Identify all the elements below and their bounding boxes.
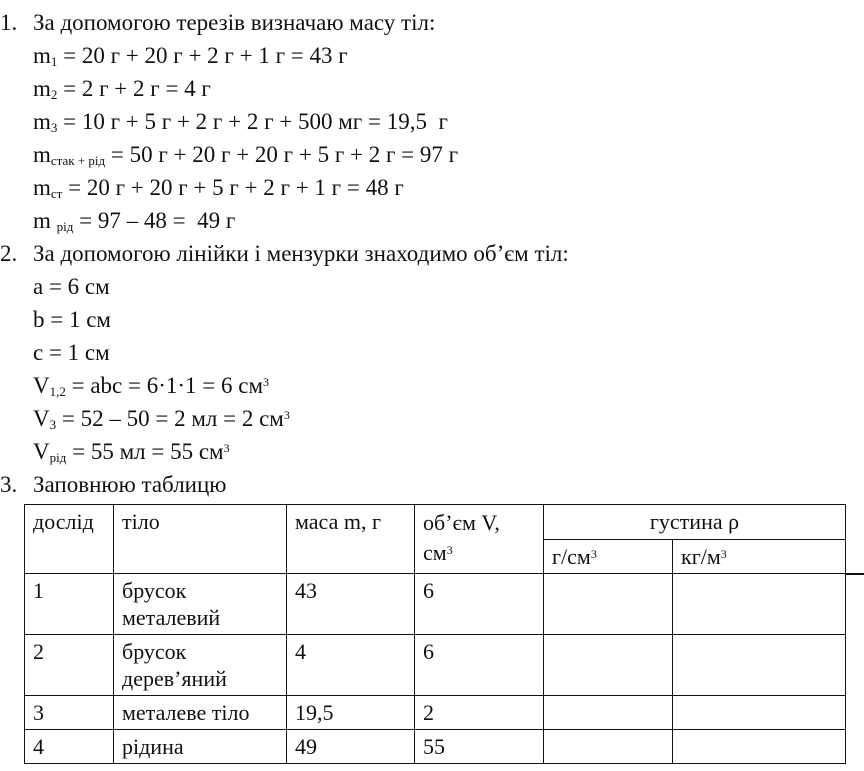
formula-sup: 3 [263, 375, 270, 389]
formula-sub: 3 [50, 120, 58, 135]
formula-sub: 1 [50, 54, 58, 69]
unit-sup: 3 [590, 547, 597, 561]
formula-base: m [33, 208, 57, 233]
formula-base: V [33, 406, 50, 431]
formula-rest: = 55 мл = 55 см [66, 439, 224, 464]
formula-rest: = 20 г + 20 г + 2 г + 1 г = 43 г [57, 43, 348, 68]
cell-mass: 49 [287, 730, 415, 764]
formula-base: m [33, 175, 51, 200]
formula-line [0, 105, 864, 138]
formula-base: m [33, 76, 51, 101]
section-title: Заповнюю таблицю [33, 472, 227, 497]
table-row [25, 730, 846, 764]
header-density: густина ρ [544, 505, 846, 540]
cell-rho_g [544, 730, 673, 764]
cell-rho_g [544, 635, 673, 696]
cell-volume: 6 [415, 574, 544, 635]
formula-line [0, 171, 864, 204]
cell-n: 3 [25, 696, 114, 730]
cell-n: 1 [25, 574, 114, 635]
section-3-heading [0, 468, 864, 501]
unit: г/см [552, 544, 591, 569]
cell-n: 4 [25, 730, 114, 764]
table-row [25, 574, 846, 635]
formula-sub: рід [49, 450, 67, 465]
formula-line [0, 435, 864, 468]
section-title: За допомогою лінійки і мензурки знаходимо об’єм тіл: [33, 241, 569, 266]
cell-mass: 43 [287, 574, 415, 635]
formula-sub: 2 [50, 87, 58, 102]
formula-rest: = 2 г + 2 г = 4 г [57, 76, 211, 101]
formula-base: V [33, 439, 50, 464]
header-density-kg [673, 540, 846, 574]
formula-base: m [33, 43, 51, 68]
formula-base: b = 1 см [33, 307, 111, 332]
cell-rho_kg [673, 635, 846, 696]
unit: кг/м [681, 544, 721, 569]
formula-rest: = 20 г + 20 г + 5 г + 2 г + 1 г = 48 г [62, 175, 404, 200]
cell-rho_kg [673, 730, 846, 764]
formula-base: V [33, 373, 50, 398]
formula-line [0, 303, 864, 336]
formula-sub: 1,2 [49, 384, 66, 399]
cell-body: рідина [114, 730, 287, 764]
formula-rest: = 10 г + 5 г + 2 г + 2 г + 500 мг = 19,5 г [57, 109, 448, 134]
cell-n: 2 [25, 635, 114, 696]
formula-line [0, 72, 864, 105]
formula-sub: ст [50, 186, 63, 201]
cell-rho_g [544, 696, 673, 730]
header-density-g [544, 540, 673, 574]
table-wrapper [0, 504, 864, 764]
header-body: тіло [114, 505, 287, 574]
formula-base: a = 6 см [33, 274, 110, 299]
formula-base: m [33, 109, 51, 134]
formula-rest: = 50 г + 20 г + 20 г + 5 г + 2 г = 97 г [105, 142, 459, 167]
formula-sup: 3 [283, 408, 290, 422]
formula-line [0, 369, 864, 402]
cell-mass: 19,5 [287, 696, 415, 730]
cell-volume: 55 [415, 730, 544, 764]
cell-body: брусок металевий [114, 574, 287, 635]
cell-mass: 4 [287, 635, 415, 696]
cell-rho_kg [673, 696, 846, 730]
table-row [25, 635, 846, 696]
formula-sub: рід [56, 219, 74, 234]
cell-volume: 2 [415, 696, 544, 730]
formula-rest: = abc = 6·1·1 = 6 см [65, 373, 264, 398]
section-title: За допомогою терезів визначаю масу тіл: [33, 10, 436, 35]
formula-line [0, 204, 864, 237]
formula-sub: стак + рід [50, 153, 106, 168]
volume-unit-sup: 3 [446, 543, 453, 557]
formula-line [0, 336, 864, 369]
section-number: 2. [0, 241, 18, 266]
mass-lines [0, 39, 864, 237]
formula-line [0, 39, 864, 72]
cell-rho_g [544, 574, 673, 635]
cell-body: металеве тіло [114, 696, 287, 730]
results-table [24, 504, 846, 764]
formula-line [0, 402, 864, 435]
unit-sup: 3 [720, 547, 727, 561]
section-1-heading [0, 6, 864, 39]
formula-sup: 3 [223, 441, 230, 455]
cell-rho_kg [673, 574, 846, 635]
formula-rest: = 97 – 48 = 49 г [73, 208, 236, 233]
volume-lines [0, 270, 864, 468]
section-number: 1. [0, 10, 18, 35]
table-row [25, 696, 846, 730]
table-line-extension [845, 573, 864, 575]
formula-rest: = 52 – 50 = 2 мл = 2 см [56, 406, 284, 431]
formula-sub: 3 [49, 417, 57, 432]
volume-unit: см [423, 540, 447, 565]
formula-base: c = 1 см [33, 340, 110, 365]
section-2-heading [0, 237, 864, 270]
section-number: 3. [0, 472, 18, 497]
formula-base: m [33, 142, 51, 167]
formula-line [0, 270, 864, 303]
formula-line [0, 138, 864, 171]
header-mass: маса m, г [287, 505, 415, 574]
header-volume [415, 505, 544, 574]
cell-body: брусок дерев’яний [114, 635, 287, 696]
header-experiment: дослід [25, 505, 114, 574]
volume-label: об’єм V, [423, 510, 500, 535]
cell-volume: 6 [415, 635, 544, 696]
